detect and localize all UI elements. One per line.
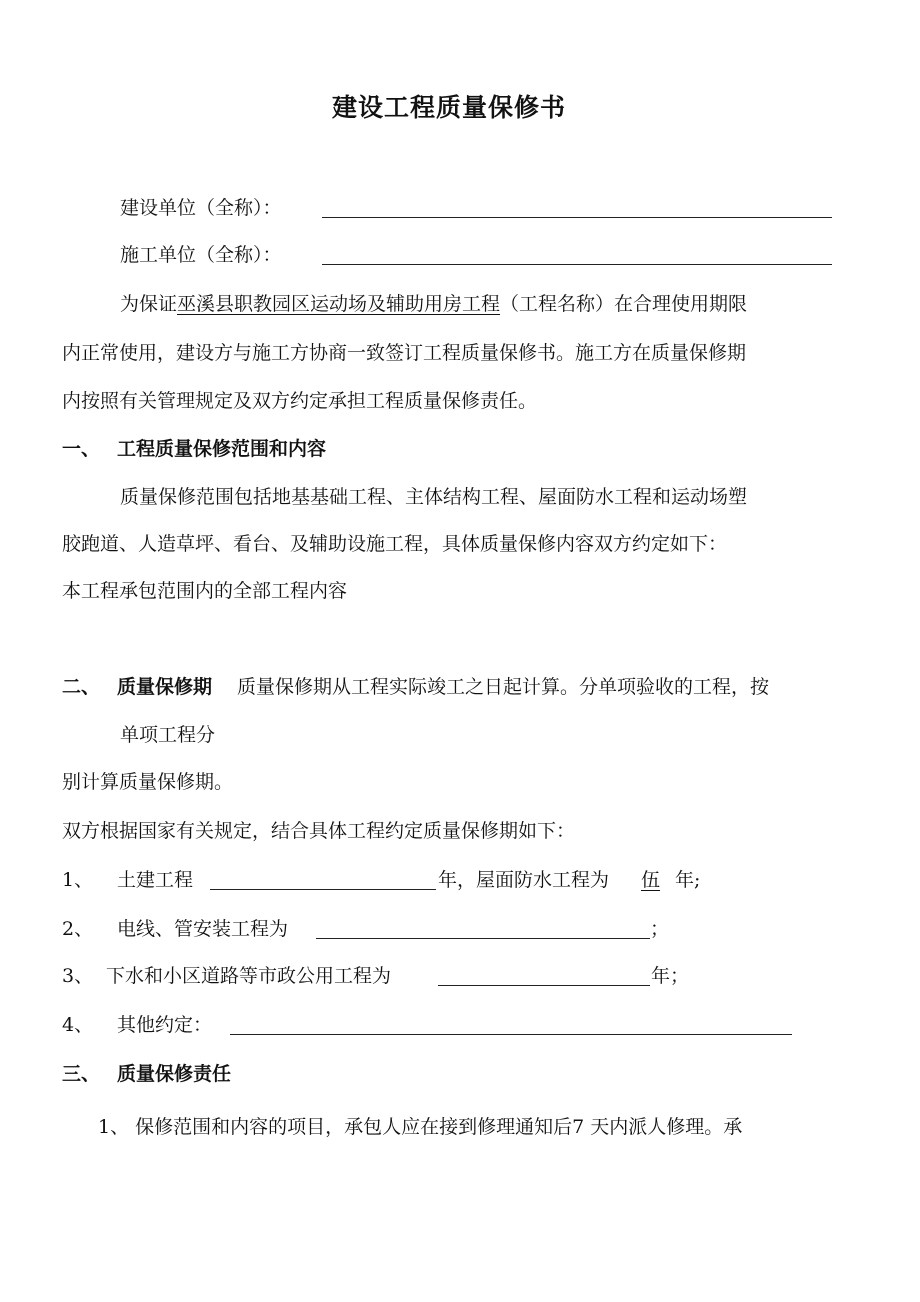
section-3-number: 三、: [62, 1063, 101, 1085]
item-4-label: 其他约定：: [117, 1014, 213, 1036]
build-unit-label: 建设单位（全称）：: [120, 197, 282, 219]
page-title: 建设工程质量保修书: [332, 93, 567, 122]
electrical-years-field[interactable]: [316, 920, 650, 939]
section-1-line-3: 本工程承包范围内的全部工程内容: [62, 580, 348, 602]
section-2-number: 二、: [62, 676, 101, 698]
section-2-line-1: 质量保修期从工程实际竣工之日起计算。分单项验收的工程，按: [237, 676, 770, 698]
section-1-line-1: 质量保修范围包括地基基础工程、主体结构工程、屋面防水工程和运动场塑: [120, 486, 748, 508]
intro-line-2: 内正常使用，建设方与施工方协商一致签订工程质量保修书。施工方在质量保修期: [62, 342, 747, 364]
intro-suffix: （工程名称）在合理使用期限: [500, 293, 748, 315]
item-2-number: 2、: [62, 918, 94, 940]
build-unit-field[interactable]: [322, 199, 832, 218]
intro-line-3: 内按照有关管理规定及双方约定承担工程质量保修责任。: [62, 390, 538, 412]
section-2-line-2: 单项工程分: [120, 724, 216, 746]
construct-unit-field[interactable]: [322, 246, 832, 265]
section-3-heading: 质量保修责任: [117, 1063, 232, 1085]
section-3-item-1: 1、 保修范围和内容的项目，承包人应在接到修理通知后7 天内派人修理。承: [98, 1116, 743, 1138]
item-1-label: 土建工程: [117, 869, 194, 891]
section-2-line-4: 双方根据国家有关规定，结合具体工程约定质量保修期如下：: [62, 820, 576, 842]
item-2-end: ；: [650, 918, 670, 940]
section-1-line-2: 胶跑道、人造草坪、看台、及辅助设施工程，具体质量保修内容双方约定如下：: [62, 533, 728, 555]
intro-prefix: 为保证: [120, 293, 178, 315]
item-1-mid: 年，屋面防水工程为: [438, 869, 610, 891]
roof-waterproof-years: 伍: [641, 869, 661, 891]
item-4-number: 4、: [62, 1014, 94, 1036]
item-3-number: 3、: [62, 965, 94, 987]
item-3-end: 年；: [651, 965, 690, 987]
item-1-number: 1、: [62, 869, 94, 891]
item-1-end: 年;: [675, 869, 701, 891]
project-name: 巫溪县职教园区运动场及辅助用房工程: [177, 293, 501, 315]
section-2-heading: 质量保修期: [117, 676, 213, 698]
item-3-label: 下水和小区道路等市政公用工程为: [106, 965, 392, 987]
construct-unit-label: 施工单位（全称）：: [120, 244, 282, 266]
intro-line-1: [120, 295, 747, 314]
section-1-number: 一、: [62, 438, 101, 460]
section-1-heading: 工程质量保修范围和内容: [117, 438, 327, 460]
other-agreement-field[interactable]: [230, 1016, 792, 1035]
civil-years-field[interactable]: [210, 871, 436, 890]
item-2-label: 电线、管安装工程为: [117, 918, 289, 940]
section-2-line-3: 别计算质量保修期。: [62, 771, 234, 793]
municipal-years-field[interactable]: [438, 967, 650, 986]
